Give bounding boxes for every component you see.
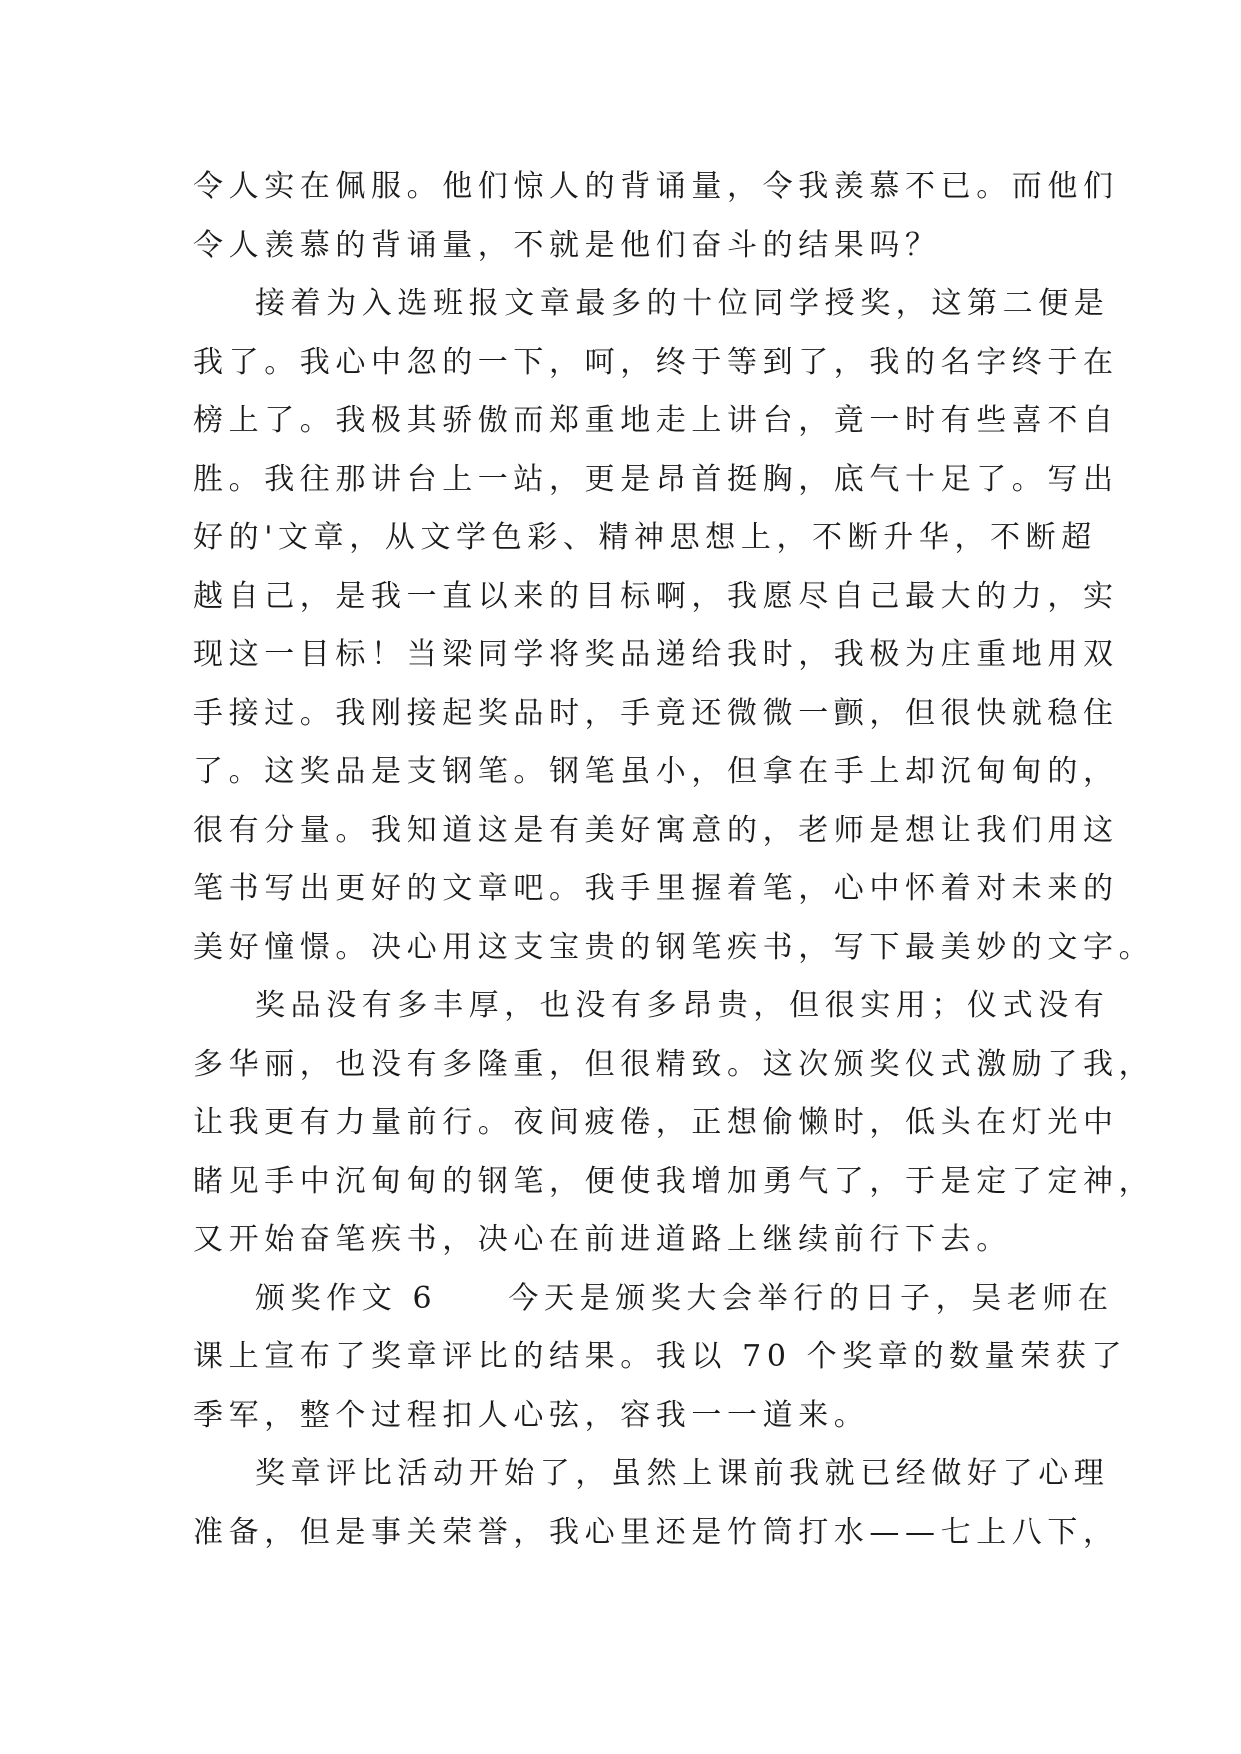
text-line: 多华丽，也没有多隆重，但很精致。这次颁奖仪式激励了我， bbox=[193, 1046, 1155, 1082]
text-line: 课上宣布了奖章评比的结果。我以 70 个奖章的数量荣获了 bbox=[193, 1339, 1128, 1374]
text-line: 笔书写出更好的文章吧。我手里握着笔，心中怀着对未来的 bbox=[193, 871, 1119, 906]
paragraph-start-line: 颁奖作文 6 今天是颁奖大会举行的日子，吴老师在 bbox=[255, 1280, 1114, 1316]
text-line: 美好憧憬。决心用这支宝贵的钢笔疾书，写下最美妙的文字。 bbox=[193, 929, 1155, 965]
text-line: 榜上了。我极其骄傲而郑重地走上讲台，竟一时有些喜不自 bbox=[193, 403, 1119, 438]
text-line: 越自己，是我一直以来的目标啊，我愿尽自己最大的力，实 bbox=[193, 578, 1119, 614]
text-line: 睹见手中沉甸甸的钢笔，便使我增加勇气了，于是定了定神， bbox=[193, 1163, 1155, 1199]
text-line: 胜。我往那讲台上一站，更是昂首挺胸，底气十足了。写出 bbox=[193, 461, 1119, 497]
text-line: 好的'文章，从文学色彩、精神思想上，不断升华，不断超 bbox=[193, 520, 1097, 555]
document-body bbox=[193, 158, 1155, 1562]
text-line: 令人实在佩服。他们惊人的背诵量，令我羡慕不已。而他们 bbox=[193, 169, 1119, 204]
text-line: 了。这奖品是支钢笔。钢笔虽小，但拿在手上却沉甸甸的， bbox=[193, 754, 1119, 789]
paragraph-start-line: 奖品没有多丰厚，也没有多昂贵，但很实用；仪式没有 bbox=[255, 988, 1110, 1023]
text-line: 季军，整个过程扣人心弦，容我一一道来。 bbox=[193, 1397, 870, 1433]
paragraph-start-line: 奖章评比活动开始了，虽然上课前我就已经做好了心理 bbox=[255, 1456, 1110, 1491]
text-line: 现这一目标！当梁同学将奖品递给我时，我极为庄重地用双 bbox=[193, 637, 1119, 672]
text-line: 又开始奋笔疾书，决心在前进道路上继续前行下去。 bbox=[193, 1222, 1012, 1257]
text-line: 让我更有力量前行。夜间疲倦，正想偷懒时，低头在灯光中 bbox=[193, 1105, 1119, 1140]
text-line: 很有分量。我知道这是有美好寓意的，老师是想让我们用这 bbox=[193, 812, 1119, 848]
text-line: 准备，但是事关荣誉，我心里还是竹筒打水——七上八下， bbox=[193, 1514, 1119, 1550]
paragraph-start-line: 接着为入选班报文章最多的十位同学授奖，这第二便是 bbox=[255, 286, 1110, 321]
text-line: 令人羡慕的背诵量，不就是他们奋斗的结果吗？ bbox=[193, 227, 941, 263]
text-line: 手接过。我刚接起奖品时，手竟还微微一颤，但很快就稳住 bbox=[193, 695, 1119, 731]
text-line: 我了。我心中忽的一下，呵，终于等到了，我的名字终于在 bbox=[193, 344, 1119, 380]
